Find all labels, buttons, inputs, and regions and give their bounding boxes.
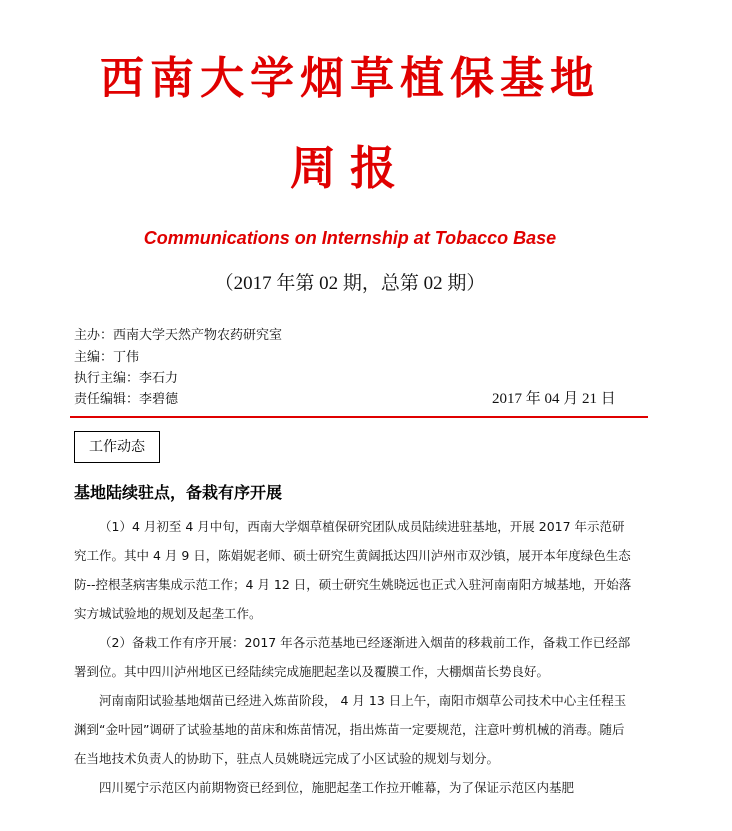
newsletter-subtitle: 周报 [290,141,410,195]
meta-responsible-editor: 责任编辑：李碧德 [74,392,179,407]
article-body [74,512,634,802]
meta-host: 主办：西南大学天然产物农药研究室 [74,328,283,343]
article-heading: 基地陆续驻点，备栽有序开展 [74,483,283,502]
issue-date: 2017 年 04 月 21 日 [492,391,616,407]
issue-number: （2017 年第 02 期，总第 02 期） [214,273,486,294]
english-title: Communications on Internship at Tobacco Base [143,228,557,248]
paragraph: （1）4 月初至 4 月中旬，西南大学烟草植保研究团队成员陆续进驻基地，开展 2017 年示范研究工作。其中 4 月 9 日，陈娟妮老师、硕士研究生黄阔抵达四川泸州市双沙镇，展开本年度绿色生态防--控根茎病害集成示范工作；4 月 12 日，硕士研究生姚晓远也正式入驻河南南阳方城基地，开始落实方城试验地的规划及起垄工作。 [74,519,632,621]
paragraph: 四川冕宁示范区内前期物资已经到位，施肥起垄工作拉开帷幕，为了保证示范区内基肥 [99,780,575,795]
newsletter-title: 西南大学烟草植保基地 [100,53,600,104]
meta-executive-editor: 执行主编：李石力 [74,371,179,386]
paragraph: （2）备栽工作有序开展：2017 年各示范基地已经逐渐进入烟苗的移栽前工作，备栽工作已经部署到位。其中四川泸州地区已经陆续完成施肥起垄以及覆膜工作，大棚烟苗长势良好。 [74,635,631,679]
meta-editor: 主编：丁伟 [74,350,140,365]
divider-line [70,416,648,418]
paragraph: 河南南阳试验基地烟苗已经进入炼苗阶段， 4 月 13 日上午，南阳市烟草公司技术中心主任程玉渊到“金叶园”调研了试验基地的苗床和炼苗情况，指出炼苗一定要规范，注意叶剪机械的消毒。随后在当地技术负责人的协助下，驻点人员姚晓远完成了小区试验的规划与划分。 [74,693,627,766]
section-label: 工作动态 [74,431,160,463]
